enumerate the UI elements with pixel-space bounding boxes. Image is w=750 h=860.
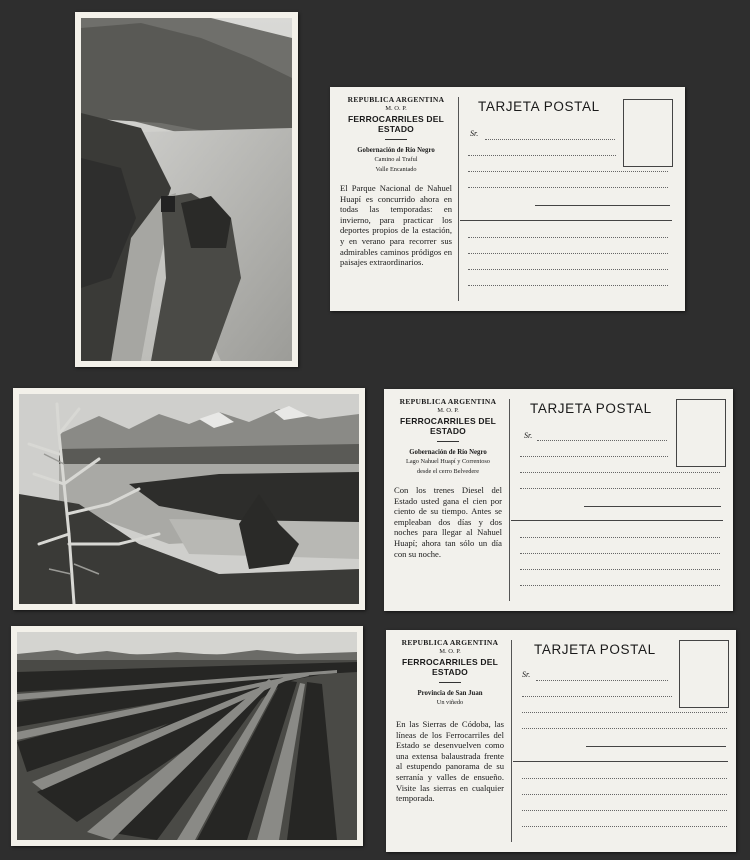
address-line [468, 171, 668, 172]
message-line [522, 810, 727, 811]
section-rule [511, 520, 723, 521]
addressee-label: Sr. [524, 431, 533, 440]
photo-vineyard [17, 632, 357, 840]
section-rule [460, 220, 672, 221]
message-line [522, 794, 727, 795]
address-line [468, 187, 668, 188]
republica-label: REPUBLICA ARGENTINA [399, 397, 497, 406]
address-line [468, 155, 616, 156]
photo-road-river [81, 18, 292, 361]
gobernacion-label: Provincia de San Juan [417, 690, 483, 697]
postcard-back-3 [386, 630, 736, 852]
republica-label: REPUBLICA ARGENTINA [347, 95, 445, 104]
address-underline [535, 205, 670, 206]
message-line [468, 237, 668, 238]
message-line [468, 269, 668, 270]
address-line [522, 728, 727, 729]
stamp-box [679, 640, 729, 708]
photo-card-vineyard [11, 626, 363, 846]
mop-label: M. O. P. [439, 648, 461, 655]
tarjeta-postal-title: TARJETA POSTAL [534, 642, 656, 657]
message-line [520, 553, 720, 554]
photo-lake-mountains [19, 394, 359, 604]
section-rule [513, 761, 728, 762]
addressee-label: Sr. [522, 670, 531, 679]
stamp-box [676, 399, 726, 467]
header-rule [439, 682, 461, 683]
divider-line [458, 97, 459, 301]
description-text: El Parque Nacional de Nahuel Huapí es concurrido ahora en todas las temporadas: en invierno, para practicar los deportes propios de la estación, y en verano para recorrer sus admirables caminos pródigos en paisajes extraordinarios. [340, 183, 452, 268]
address-line [537, 440, 667, 441]
address-line [520, 488, 720, 489]
address-line [520, 472, 720, 473]
caption-line-1: Camino al Traful [374, 156, 418, 163]
message-line [522, 778, 727, 779]
address-line [522, 696, 672, 697]
message-line [520, 537, 720, 538]
gobernacion-label: Gobernación de Río Negro [357, 147, 435, 154]
message-line [468, 285, 668, 286]
caption-line-1: Lago Nahuel Huapí y Correntoso [406, 458, 490, 465]
header-rule [385, 139, 407, 140]
addressee-label: Sr. [470, 129, 479, 138]
stamp-box [623, 99, 673, 167]
message-line [468, 253, 668, 254]
header-rule [437, 441, 459, 442]
message-line [520, 569, 720, 570]
description-text: En las Sierras de Códoba, las líneas de los Ferrocarriles del Estado se desenvuelven como una extensa balaustrada frente al estupendo panorama de su serranía y valles de ensueño. Visite las sierras en cualquier temporada. [396, 719, 504, 804]
address-line [485, 139, 615, 140]
caption-line-2: desde el cerro Belvedere [416, 468, 480, 475]
mop-label: M. O. P. [437, 407, 459, 414]
divider-line [509, 399, 510, 601]
address-underline [586, 746, 726, 747]
message-line [520, 585, 720, 586]
divider-line [511, 640, 512, 842]
postcard-back-1 [330, 87, 685, 311]
photo-card-road-river [75, 12, 298, 367]
tarjeta-postal-title: TARJETA POSTAL [530, 401, 652, 416]
address-underline [584, 506, 721, 507]
address-line [520, 456, 668, 457]
ferrocarriles-label: FERROCARRILES DEL ESTADO [400, 416, 496, 436]
ferrocarriles-label: FERROCARRILES DEL ESTADO [402, 657, 498, 677]
message-line [522, 826, 727, 827]
postcard-back-2 [384, 389, 733, 611]
caption-line-2: Valle Encantado [375, 166, 417, 173]
gobernacion-label: Gobernación de Río Negro [409, 449, 487, 456]
photo-card-lake [13, 388, 365, 610]
ferrocarriles-label: FERROCARRILES DEL ESTADO [348, 114, 444, 134]
address-line [522, 712, 727, 713]
mop-label: M. O. P. [385, 105, 407, 112]
caption-line-1: Un viñedo [436, 699, 464, 706]
tarjeta-postal-title: TARJETA POSTAL [478, 99, 600, 114]
description-text: Con los trenes Diesel del Estado usted gana el cien por ciento de su tiempo. Antes se empleaban dos días y dos noches para llegar al Nahuel Huapí; ahora tan sólo un día con su noche. [394, 485, 502, 559]
republica-label: REPUBLICA ARGENTINA [401, 638, 499, 647]
address-line [536, 680, 668, 681]
